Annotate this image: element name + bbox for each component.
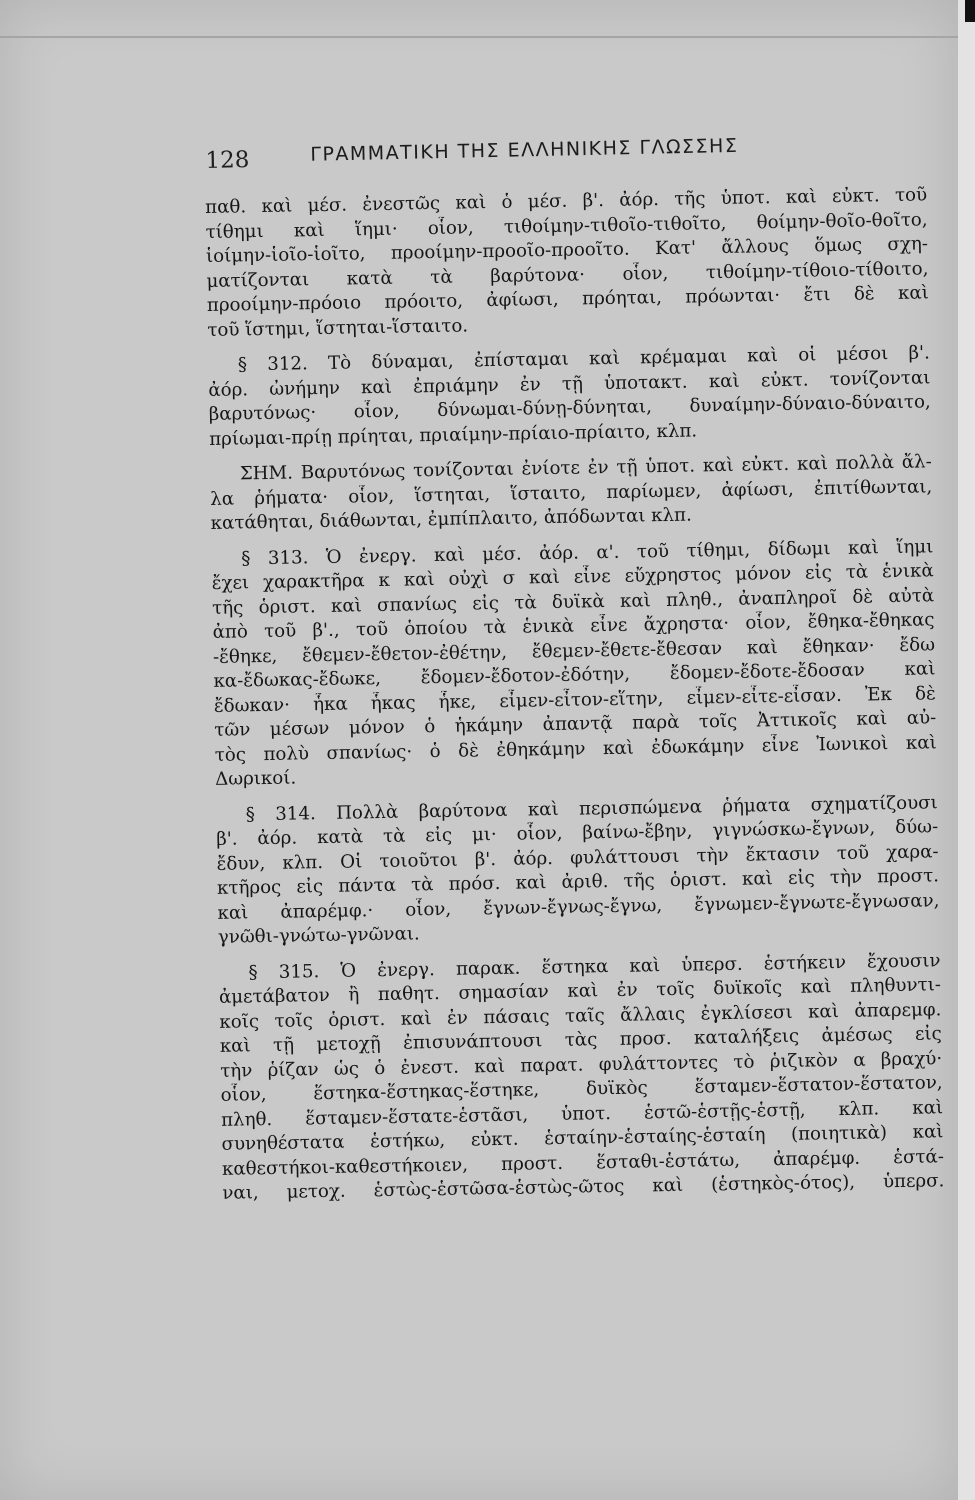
text-line: καὶ τῇ μετοχῇ ἐπισυνάπτουσι τὰς προσ. καταλήξεις ἀμέσως εἰς	[219, 1023, 942, 1057]
text-line: βαρυτόνως· οἷον, δύνωμαι-δύνῃ-δύνηται, δυναίμην-δύναιο-δύναιτο,	[208, 391, 931, 425]
body-text	[205, 183, 945, 1206]
text-line: ἀπὸ τοῦ β'., τοῦ ὁποίου τὰ ἑνικὰ εἶνε ἄχρηστα· οἷον, ἔθηκα-ἔθηκας	[212, 609, 935, 643]
text-line: ματίζονται κατὰ τὰ βαρύτονα· οἷον, τιθοίμην-τίθοιο-τίθοιτο,	[206, 257, 929, 292]
text-line: § 313. Ὁ ἐνεργ. καὶ μέσ. ἀόρ. α'. τοῦ τίθημι, δίδωμι καὶ ἵημι	[241, 535, 934, 569]
text-line: β'. ἀόρ. κατὰ τὰ εἰς μι· οἷον, βαίνω-ἔβην, γιγνώσκω-ἔγνων, δύω-	[216, 816, 939, 850]
page-header	[205, 125, 826, 178]
text-line: παθ. καὶ μέσ. ἐνεστῶς καὶ ὁ μέσ. β'. ἀόρ. τῆς ὑποτ. καὶ εὐκτ. τοῦ	[205, 184, 928, 218]
book-edge	[958, 0, 975, 1500]
text-line: λα ῥήματα· οἷον, ἵστηται, ἵσταιτο, παρίωμεν, ἀφίωσι, ἐπιτίθωνται,	[210, 475, 933, 510]
text-line: -ἔθηκε, ἔθεμεν-ἔθετον-ἐθέτην, ἔθεμεν-ἔθετε-ἔθεσαν καὶ ἔθηκαν· ἔδω	[212, 633, 936, 668]
paragraph	[208, 341, 932, 452]
text-line: τῶν μέσων μόνον ὁ ἡκάμην ἀπαντᾷ παρὰ τοῖς Ἀττικοῖς καὶ αὐ-	[214, 707, 937, 741]
running-title: ΓΡΑΜΜΑΤΙΚΗ ΤΗΣ ΕΛΛΗΝΙΚΗΣ ΓΛΩΣΣΗΣ	[310, 134, 739, 166]
text-line: προοίμην-πρόοιο πρόοιτο, ἀφίωσι, πρόηται, πρόωνται· ἔτι δὲ καὶ	[206, 282, 929, 316]
text-line: ἀόρ. ὠνήμην καὶ ἐπριάμην ἐν τῇ ὑποτακτ. καὶ εὐκτ. τονίζονται	[208, 366, 931, 401]
paragraph	[210, 450, 933, 536]
text-line: τοῦ ἵστημι, ἵστηται-ἵσταιτο.	[207, 314, 469, 341]
text-line: τῆς ὁριστ. καὶ σπανίως εἰς τὰ δυϊκὰ καὶ πληθ., ἀναπληροῖ δὲ αὐτὰ	[212, 584, 935, 619]
text-line: ἱοίμην-ἱοῖο-ἱοῖτο, προοίμην-προοῖο-προοῖτο. Κατ' ἄλλους ὅμως σχη-	[205, 233, 929, 267]
text-line: τὸς πολὺ σπανίως· ὁ δὲ ἐθηκάμην καὶ ἐδωκάμην εἶνε Ἰωνικοὶ καὶ	[214, 731, 937, 766]
text-line: τὴν ῥίζαν ὡς ὁ ἐνεστ. καὶ παρατ. φυλάττοντες τὸ ῥιζικὸν α βραχύ·	[220, 1047, 943, 1082]
text-line: κα-ἔδωκας-ἔδωκε, ἔδομεν-ἔδοτον-ἐδότην, ἔδομεν-ἔδοτε-ἔδοσαν καὶ	[213, 658, 936, 692]
text-line: ἔδυν, κλπ. Οἱ τοιοῦτοι β'. ἀόρ. φυλάττουσι τὴν ἔκτασιν τοῦ χαρα-	[216, 840, 939, 875]
text-line: κτῆρος εἰς πάντα τὰ πρόσ. καὶ ἀριθ. τῆς ὁριστ. καὶ εἰς τὴν προστ.	[216, 865, 940, 899]
text-line: ἀμετάβατον ἢ παθητ. σημασίαν καὶ ἐν τοῖς δυϊκοῖς καὶ πληθυντι-	[218, 974, 942, 1008]
paragraph	[216, 791, 940, 951]
text-line: γνῶθι-γνώτω-γνῶναι.	[217, 923, 420, 948]
scan-edge-line	[0, 36, 958, 38]
text-line: § 315. Ὁ ἐνεργ. παρακ. ἕστηκα καὶ ὑπερσ. ἑστήκειν ἔχουσιν	[248, 949, 941, 983]
text-line: συνηθέστατα ἑστήκω, εὐκτ. ἑσταίην-ἑσταίης-ἑσταίη (ποιητικὰ) καὶ	[221, 1121, 944, 1155]
text-line: καθεστήκοι-καθεστήκοιεν, προστ. ἕσταθι-ἑστάτω, ἀπαρέμφ. ἑστά-	[221, 1145, 945, 1180]
text-line: ἔδωκαν· ἧκα ἧκας ἧκε, εἶμεν-εἶτον-εἵτην, εἶμεν-εἶτε-εἶσαν. Ἐκ δὲ	[213, 682, 936, 717]
text-line: § 314. Πολλὰ βαρύτονα καὶ περισπώμενα ῥήματα σχηματίζουσι	[245, 791, 938, 825]
page-number: 128	[205, 147, 250, 174]
text-line: καὶ ἀπαρέμφ.· οἷον, ἔγνων-ἔγνως-ἔγνω, ἔγνωμεν-ἔγνωτε-ἔγνωσαν,	[217, 889, 940, 924]
paragraph	[211, 535, 937, 793]
text-line: πρίωμαι-πρίῃ πρίηται, πριαίμην-πρίαιο-πρίαιτο, κλπ.	[209, 419, 698, 450]
text-line: κατάθηται, διάθωνται, ἐμπίπλαιτο, ἀπόδωνται κλπ.	[210, 504, 692, 534]
text-line: ἔχει χαρακτῆρα κ καὶ οὐχὶ σ καὶ εἶνε εὔχρηστος μόνον εἰς τὰ ἑνικὰ	[211, 560, 934, 594]
paragraph	[205, 183, 929, 343]
text-line: κοῖς τοῖς ὁριστ. καὶ ἐν πάσαις ταῖς ἄλλαις ἐγκλίσεσι καὶ ἀπαρεμφ.	[219, 998, 942, 1033]
scan-marker	[965, 0, 975, 22]
text-line: Δωρικοί.	[215, 767, 297, 790]
text-line: πληθ. ἕσταμεν-ἕστατε-ἑστᾶσι, ὑποτ. ἑστῶ-ἑστῇς-ἑστῇ, κλπ. καὶ	[220, 1096, 944, 1131]
text-line: § 312. Τὸ δύναμαι, ἐπίσταμαι καὶ κρέμαμαι καὶ οἱ μέσοι β'.	[237, 342, 931, 376]
text-line: οἷον, ἕστηκα-ἕστηκας-ἕστηκε, δυϊκὸς ἕσταμεν-ἕστατον-ἕστατον,	[220, 1072, 943, 1106]
paragraph	[218, 949, 944, 1207]
text-line: τίθημι καὶ ἵημι· οἷον, τιθοίμην-τιθοῖο-τιθοῖτο, θοίμην-θοῖο-θοῖτο,	[205, 208, 928, 243]
text-line: ΣΗΜ. Βαρυτόνως τονίζονται ἐνίοτε ἐν τῇ ὑποτ. καὶ εὐκτ. καὶ πολλὰ ἄλ-	[239, 451, 932, 485]
text-line: ναι, μετοχ. ἑστὼς-ἑστῶσα-ἑστὼς-ῶτος καὶ (ἑστηκὸς-ότος), ὑπερσ.	[222, 1170, 945, 1204]
